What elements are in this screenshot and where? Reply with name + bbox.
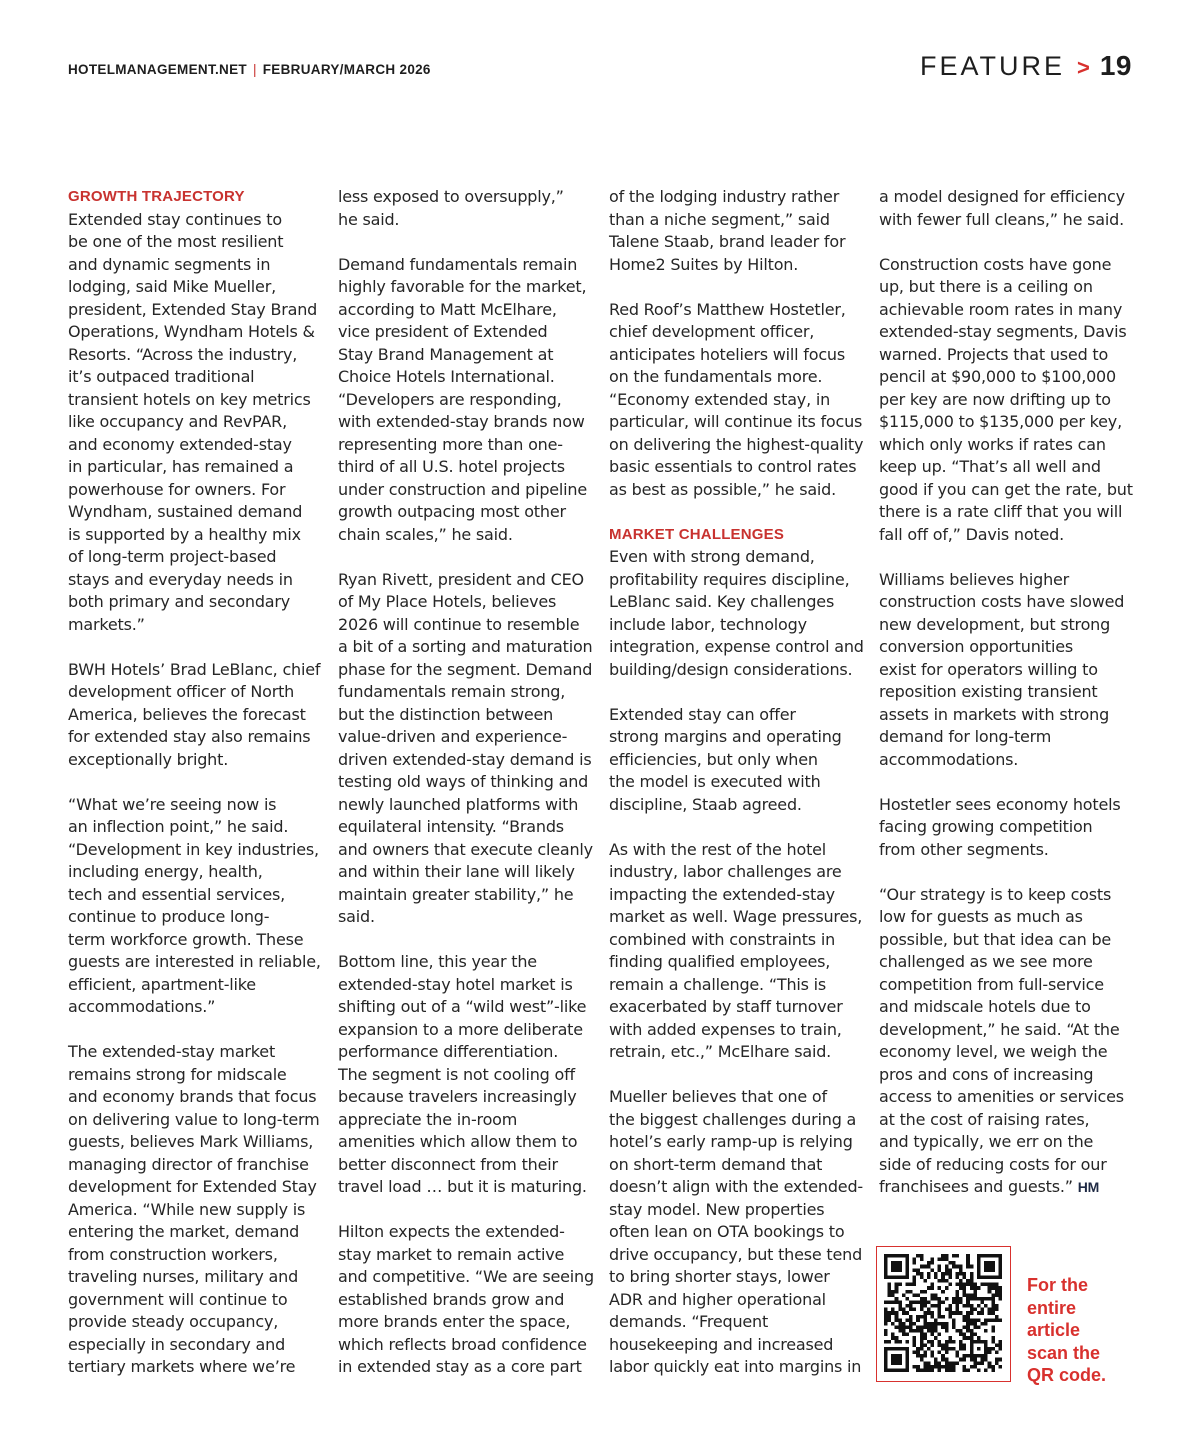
article-line: the model is executed with (609, 772, 821, 791)
article-line: growth outpacing most other (338, 502, 566, 521)
article-line: tech and essential services, (68, 884, 286, 904)
section-subhead: GROWTH TRAJECTORY (68, 188, 245, 205)
article-line: said. (338, 907, 375, 926)
article-line: Hostetler sees economy hotels (879, 794, 1121, 814)
article-line: as best as possible,” he said. (609, 479, 837, 499)
paragraph-break (338, 231, 594, 254)
article-column-2 (338, 186, 594, 1379)
article-line: competition from full-service (879, 974, 1104, 994)
paragraph-break (68, 1019, 324, 1042)
article-line: and economy extended-stay (68, 434, 292, 454)
article-line: of the lodging industry rather (609, 187, 840, 206)
article-line: Extended stay continues to (68, 209, 282, 229)
article-line: there is a rate cliff that you will (879, 502, 1123, 521)
article-line: hotel’s early ramp-up is relying (609, 1132, 853, 1151)
article-line: highly favorable for the market, (338, 277, 587, 296)
article-line: travel load … but it is maturing. (338, 1177, 587, 1196)
article-line: strong margins and operating (609, 727, 842, 746)
article-line: is supported by a healthy mix (68, 524, 301, 544)
article-line: and typically, we err on the (879, 1132, 1094, 1151)
paragraph-break (879, 546, 1135, 569)
page-number: 19 (1099, 50, 1132, 81)
article-line: exist for operators willing to (879, 659, 1098, 679)
article-line: demand for long-term (879, 727, 1052, 746)
article-column-4 (879, 186, 1135, 1199)
article-line: drive occupancy, but these tend (609, 1244, 863, 1264)
paragraph-break (68, 636, 324, 659)
article-line: pros and cons of increasing (879, 1064, 1094, 1084)
article-line: Home2 Suites by Hilton. (609, 254, 799, 274)
paragraph-break (338, 929, 594, 952)
article-line: exacerbated by staff turnover (609, 997, 843, 1016)
article-line: especially in secondary and (68, 1334, 286, 1354)
article-line: on delivering value to long-term (68, 1109, 320, 1129)
paragraph-break (338, 1199, 594, 1222)
article-line: president, Extended Stay Brand (68, 299, 318, 319)
article-line: market as well. Wage pressures, (609, 907, 863, 926)
article-line: tertiary markets where we’re (68, 1357, 296, 1376)
article-line: under construction and pipeline (338, 479, 587, 499)
article-line: guests are interested in reliable, (68, 952, 321, 971)
article-line: expansion to a more deliberate (338, 1019, 583, 1039)
article-line: conversion opportunities (879, 637, 1073, 656)
article-line: accommodations.” (68, 997, 216, 1016)
article-line: of My Place Hotels, believes (338, 592, 557, 611)
article-line: chief development officer, (609, 322, 815, 341)
article-line: new development, but strong (879, 614, 1111, 634)
article-line: development for Extended Stay (68, 1177, 317, 1196)
article-line: development officer of North (68, 682, 295, 701)
article-line: efficient, apartment-like (68, 974, 256, 994)
article-line: industry, labor challenges are (609, 862, 842, 881)
article-line: basic essentials to control rates (609, 457, 857, 476)
article-line: reposition existing transient (879, 682, 1098, 701)
article-line: transient hotels on key metrics (68, 389, 311, 409)
paragraph-break (879, 771, 1135, 794)
article-line: provide steady occupancy, (68, 1312, 279, 1331)
article-line: guests, believes Mark Williams, (68, 1132, 314, 1151)
article-line: and economy brands that focus (68, 1087, 317, 1106)
article-line: to bring shorter stays, lower (609, 1267, 830, 1286)
end-mark: HM (1077, 1179, 1100, 1195)
article-line: ADR and higher operational (609, 1289, 826, 1309)
article-line: demands. “Frequent (609, 1312, 769, 1331)
article-line: Red Roof’s Matthew Hostetler, (609, 299, 846, 319)
qr-callout-line: scan the (1027, 1342, 1101, 1363)
article-line: Resorts. “Across the industry, (68, 344, 298, 364)
article-line: markets.” (68, 614, 145, 634)
article-line: vice president of Extended (338, 322, 548, 341)
article-line: Mueller believes that one of (609, 1087, 827, 1106)
article-line: and within their lane will likely (338, 862, 575, 881)
paragraph-break (879, 231, 1135, 254)
article-line: remain a challenge. “This is (609, 974, 827, 994)
article-line: on delivering the highest-quality (609, 434, 864, 454)
article-line: keep up. “That’s all well and (879, 457, 1101, 476)
article-line: impacting the extended-stay (609, 884, 835, 904)
article-line: he said. (338, 209, 400, 229)
article-line: housekeeping and increased (609, 1334, 834, 1354)
article-line: Stay Brand Management at (338, 344, 554, 364)
article-line: of long-term project-based (68, 547, 277, 566)
article-line: from other segments. (879, 839, 1049, 859)
article-line (879, 1176, 1135, 1199)
article-line: side of reducing costs for our (879, 1154, 1107, 1174)
article-line: term workforce growth. These (68, 929, 304, 949)
article-line: Hilton expects the extended- (338, 1222, 565, 1241)
qr-callout-line: article (1027, 1320, 1081, 1340)
article-line: Extended stay can offer (609, 704, 796, 724)
article-line: including energy, health, (68, 862, 263, 881)
qr-code-icon (884, 1254, 1002, 1372)
paragraph-break (68, 771, 324, 794)
article-line: good if you can get the rate, but (879, 479, 1133, 499)
article-line: “What we’re seeing now is (68, 794, 277, 814)
article-line: on short-term demand that (609, 1154, 823, 1174)
article-line: possible, but that idea can be (879, 929, 1112, 949)
article-line: equilateral intensity. “Brands (338, 817, 564, 836)
article-line: economy level, we weigh the (879, 1042, 1108, 1061)
article-line: lodging, said Mike Mueller, (68, 277, 276, 296)
article-line: better disconnect from their (338, 1154, 558, 1174)
article-line: it’s outpaced traditional (68, 367, 255, 386)
chevron-right-icon: > (1076, 55, 1090, 80)
article-line: Bottom line, this year the (338, 952, 537, 971)
article-line: anticipates hoteliers will focus (609, 344, 845, 364)
article-line: with added expenses to train, (609, 1019, 842, 1039)
article-line: Even with strong demand, (609, 547, 815, 566)
article-line: building/design considerations. (609, 659, 853, 679)
article-line: government will continue to (68, 1289, 288, 1309)
article-line: up, but there is a ceiling on (879, 277, 1093, 296)
article-line: often lean on OTA bookings to (609, 1222, 845, 1241)
paragraph-break (609, 816, 865, 839)
qr-callout-line: entire (1027, 1297, 1077, 1318)
article-line: warned. Projects that used to (879, 344, 1109, 364)
article-line: The segment is not cooling off (338, 1064, 575, 1084)
article-line: a model designed for efficiency (879, 187, 1125, 206)
article-line: development,” he said. “At the (879, 1019, 1120, 1039)
article-line: Talene Staab, brand leader for (609, 232, 846, 251)
article-line: discipline, Staab agreed. (609, 794, 802, 814)
article-line: less exposed to oversupply,” (338, 187, 564, 206)
article-column-1 (68, 186, 324, 1379)
article-line: in extended stay as a core part (338, 1357, 582, 1376)
article-line: both primary and secondary (68, 592, 291, 611)
article-line: more brands enter the space, (338, 1312, 571, 1331)
article-line: which only works if rates can (879, 434, 1106, 454)
qr-callout-line: For the (1027, 1275, 1088, 1295)
article-line: finding qualified employees, (609, 952, 831, 971)
issue-date: FEBRUARY/MARCH 2026 (262, 62, 431, 77)
article-line: newly launched platforms with (338, 794, 579, 814)
article-line: appreciate the in-room (338, 1109, 518, 1129)
article-line: 2026 will continue to resemble (338, 614, 580, 634)
article-line: integration, expense control and (609, 637, 864, 656)
article-line: which reflects broad confidence (338, 1334, 587, 1354)
article-line: access to amenities or services (879, 1087, 1124, 1106)
article-line: “Our strategy is to keep costs (879, 884, 1112, 904)
section-subhead: MARKET CHALLENGES (609, 525, 785, 543)
article-line: managing director of franchise (68, 1154, 309, 1174)
publication-name: HOTELMANAGEMENT.NET (68, 62, 247, 77)
article-line: remains strong for midscale (68, 1064, 287, 1084)
article-line: labor quickly eat into margins in (609, 1357, 862, 1376)
article-line: accommodations. (879, 749, 1019, 769)
article-line: LeBlanc said. Key challenges (609, 592, 835, 611)
article-line: and competitive. “We are seeing (338, 1267, 594, 1286)
article-line: “Economy extended stay, in (609, 389, 831, 409)
article-line: according to Matt McElhare, (338, 299, 557, 319)
article-line: and owners that execute cleanly (338, 839, 593, 859)
article-line: performance differentiation. (338, 1042, 559, 1061)
article-line: chain scales,” he said. (338, 524, 513, 544)
article-line: phase for the segment. Demand (338, 659, 593, 679)
article-line: The extended-stay market (68, 1042, 276, 1061)
article-line: achievable room rates in many (879, 299, 1123, 319)
qr-callout (1027, 1274, 1137, 1387)
article-line: testing old ways of thinking and (338, 772, 589, 791)
article-line: established brands grow and (338, 1289, 565, 1309)
article-line: pencil at $90,000 to $100,000 (879, 367, 1117, 386)
article-line: profitability requires discipline, (609, 569, 850, 589)
article-line: stay market to remain active (338, 1244, 565, 1264)
article-line: efficiencies, but only when (609, 749, 818, 769)
article-line: on the fundamentals more. (609, 367, 823, 386)
article-line: stays and everyday needs in (68, 569, 293, 589)
article-line: maintain greater stability,” he (338, 884, 574, 904)
article-line: third of all U.S. hotel projects (338, 457, 565, 476)
article-line: like occupancy and RevPAR, (68, 412, 287, 431)
article-line: with extended-stay brands now (338, 412, 585, 431)
article-line: for extended stay also remains (68, 727, 311, 746)
article-line: powerhouse for owners. For (68, 479, 286, 499)
article-line: Construction costs have gone (879, 254, 1112, 274)
article-line: an inflection point,” he said. (68, 817, 289, 836)
article-line: $115,000 to $135,000 per key, (879, 412, 1122, 431)
section-header (920, 50, 1132, 82)
article-line: amenities which allow them to (338, 1132, 578, 1151)
article-line: Choice Hotels International. (338, 367, 555, 386)
article-line: the biggest challenges during a (609, 1109, 857, 1129)
paragraph-break (609, 1064, 865, 1087)
article-line: particular, will continue its focus (609, 412, 863, 431)
article-line: fundamentals remain strong, (338, 682, 566, 701)
paragraph-break (609, 501, 865, 524)
section-label: FEATURE (919, 51, 1065, 81)
article-line: Operations, Wyndham Hotels & (68, 322, 315, 341)
article-line: Wyndham, sustained demand (68, 502, 303, 521)
article-line: Williams believes higher (879, 569, 1070, 589)
article-line: “Developers are responding, (338, 389, 562, 409)
paragraph-break (609, 681, 865, 704)
paragraph-break (879, 861, 1135, 884)
article-line: Demand fundamentals remain (338, 254, 578, 274)
qr-callout-line: QR code. (1027, 1365, 1107, 1385)
article-line: retrain, etc.,” McElhare said. (609, 1042, 832, 1061)
article-line: at the cost of raising rates, (879, 1109, 1090, 1129)
article-line: value-driven and experience- (338, 727, 568, 746)
article-line: extended-stay hotel market is (338, 974, 573, 994)
article-column-3 (609, 186, 865, 1379)
article-line: “Development in key industries, (68, 839, 319, 859)
article-line: combined with constraints in (609, 929, 836, 949)
article-line: from construction workers, (68, 1244, 278, 1264)
article-line: challenged as we see more (879, 952, 1093, 971)
article-line: As with the rest of the hotel (609, 839, 827, 859)
article-line: entering the market, demand (68, 1222, 300, 1241)
article-line: BWH Hotels’ Brad LeBlanc, chief (68, 659, 321, 679)
article-line: include labor, technology (609, 614, 807, 634)
article-line: assets in markets with strong (879, 704, 1110, 724)
article-line: in particular, has remained a (68, 457, 294, 476)
article-line: continue to produce long- (68, 907, 270, 926)
qr-code[interactable] (876, 1246, 1011, 1382)
article-line: and midscale hotels due to (879, 997, 1091, 1016)
running-header (68, 62, 431, 77)
article-line: and dynamic segments in (68, 254, 271, 274)
article-line: per key are now drifting up to (879, 389, 1111, 409)
article-line: America. “While new supply is (68, 1199, 306, 1219)
article-line: because travelers increasingly (338, 1087, 577, 1106)
article-line: than a niche segment,” said (609, 209, 830, 229)
article-line: exceptionally bright. (68, 749, 229, 769)
article-line: fall off of,” Davis noted. (879, 524, 1064, 544)
paragraph-break (338, 546, 594, 569)
article-line: traveling nurses, military and (68, 1267, 299, 1286)
article-line: representing more than one- (338, 434, 563, 454)
article-line: but the distinction between (338, 704, 554, 724)
article-line: be one of the most resilient (68, 232, 284, 251)
article-line: America, believes the forecast (68, 704, 306, 724)
article-line: shifting out of a “wild west”-like (338, 997, 587, 1016)
article-line: Ryan Rivett, president and CEO (338, 569, 584, 589)
article-line: construction costs have slowed (879, 592, 1125, 611)
article-line: with fewer full cleans,” he said. (879, 209, 1124, 229)
header-separator: | (252, 62, 257, 77)
article-line: stay model. New properties (609, 1199, 825, 1219)
article-line: low for guests as much as (879, 907, 1083, 926)
article-line: facing growing competition (879, 817, 1093, 836)
article-line: driven extended-stay demand is (338, 749, 592, 769)
article-line: extended-stay segments, Davis (879, 322, 1127, 341)
article-line: doesn’t align with the extended- (609, 1177, 863, 1196)
article-line: a bit of a sorting and maturation (338, 637, 593, 656)
article-line-text: franchisees and guests.” (879, 1177, 1073, 1196)
paragraph-break (609, 276, 865, 299)
